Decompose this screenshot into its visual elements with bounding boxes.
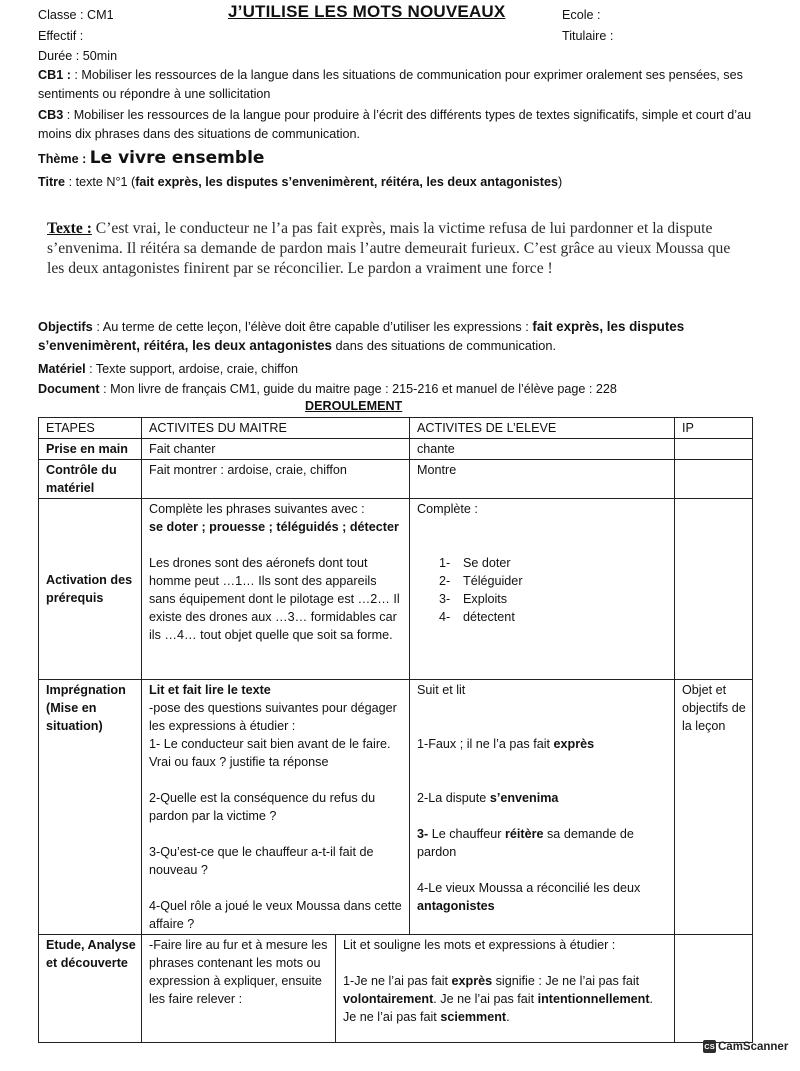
etape-etude: Etude, Analyse et découverte — [39, 935, 142, 1043]
header-maitre: ACTIVITES DU MAITRE — [142, 418, 410, 439]
camscanner-watermark — [703, 1040, 788, 1053]
materiel-line: Matériel : Texte support, ardoise, craie, chiffon — [38, 362, 298, 376]
list-item: 1- Se doter — [439, 556, 511, 570]
maitre-controle: Fait montrer : ardoise, craie, chiffon — [142, 460, 410, 499]
eleve-prise: chante — [410, 439, 675, 460]
eleve-controle: Montre — [410, 460, 675, 499]
header-eleve: ACTIVITES DE L’ELEVE — [410, 418, 675, 439]
cb3-paragraph: CB3 : Mobiliser les ressources de la langue pour produire à l’écrit des différents types de textes significatifs, simple et court d’au moins dix phrases dans des situations de communication. — [38, 108, 752, 141]
maitre-impregnation: Lit et fait lire le texte -pose des questions suivantes pour dégager les expressions à étudier : 1- Le conducteur sait bien avant de le faire. Vrai ou faux ? justifie ta réponse 2-Quelle est la conséquence du refus du pardon par la victime ? 3-Qu’est-ce que le chauffeur a-t-il fait de nouveau ? 4-Quel rôle a joué le veux Moussa dans cette affaire ? — [142, 680, 410, 935]
deroulement-heading: DEROULEMENT — [305, 399, 403, 413]
ip-prise — [675, 439, 753, 460]
list-item: 3- Exploits — [439, 592, 508, 606]
header-etapes: ETAPES — [39, 418, 142, 439]
etape-impregnation: Imprégnation (Mise en situation) — [39, 680, 142, 935]
objectifs-paragraph: Objectifs : Au terme de cette leçon, l’élève doit être capable d’utiliser les expressions : fait exprès, les disputes s’envenimèrent, réitéra, les deux antagonistes dans des situations de communication. — [38, 319, 685, 353]
maitre-etude: -Faire lire au fur et à mesure les phrases contenant les mots ou expression à expliquer, ensuite les faire relever : — [142, 935, 336, 1043]
eleve-impregnation: Suit et lit 1-Faux ; il ne l’a pas fait exprès 2-La dispute s’envenima 3- Le chauffeur réitère sa demande de pardon 4-Le vieux Moussa a réconcilié les deux antagonistes — [410, 680, 675, 935]
maitre-prise: Fait chanter — [142, 439, 410, 460]
table-row — [39, 499, 753, 680]
titulaire-label: Titulaire : — [562, 29, 614, 43]
page-title: J’UTILISE LES MOTS NOUVEAUX — [228, 2, 506, 21]
list-item: 4- détectent — [439, 610, 515, 624]
texte-support: Texte : C’est vrai, le conducteur ne l’a pas fait exprès, mais la victime refusa de lui pardonner et la dispute s’envenima. Il réitéra sa demande de pardon mais l’autre demeurait furieux. C’est grâce au vieux Moussa que les deux antagonistes finirent par se réconcilier. Le pardon a vraiment une force ! — [47, 220, 731, 277]
table-row — [39, 680, 753, 935]
ecole-label: Ecole : — [562, 8, 601, 22]
table-row — [39, 460, 753, 499]
effectif-label: Effectif : — [38, 29, 84, 43]
etape-activation: Activation des prérequis — [39, 499, 142, 680]
ip-etude — [675, 935, 753, 1043]
header-ip: IP — [675, 418, 753, 439]
duree-label: Durée : 50min — [38, 49, 118, 63]
theme-line: Thème : Le vivre ensemble — [38, 148, 265, 168]
etape-prise: Prise en main — [39, 439, 142, 460]
titre-line: Titre : texte N°1 (fait exprès, les disputes s’envenimèrent, réitéra, les deux antagonistes) — [38, 175, 563, 189]
classe-label: Classe : CM1 — [38, 8, 114, 22]
eleve-activation: Complète : 1- Se doter 2- Téléguider 3- Exploits 4- détectent — [410, 499, 675, 680]
table-row — [39, 935, 753, 1043]
maitre-activation: Complète les phrases suivantes avec : se doter ; prouesse ; téléguidés ; détecter Les drones sont des aéronefs dont tout homme peut …1… Ils sont des appareils sans équipement dont le pilotage est …2… Il existe des drones aux …3… formidables car ils …4… tout objet quelle que soit sa forme. — [142, 499, 410, 680]
etape-controle: Contrôle du matériel — [39, 460, 142, 499]
deroulement-table — [38, 417, 753, 1043]
camscanner-label: CamScanner — [718, 1040, 789, 1053]
ip-activation — [675, 499, 753, 680]
table-row — [39, 439, 753, 460]
cb1-paragraph: CB1 : : Mobiliser les ressources de la langue dans les situations de communication pour exprimer oralement ses pensées, ses sentiments ou répondre à une sollicitation — [38, 68, 743, 101]
table-header-row — [39, 418, 753, 439]
ip-controle — [675, 460, 753, 499]
eleve-etude: Lit et souligne les mots et expressions à étudier : 1-Je ne l’ai pas fait exprès signifie : Je ne l’ai pas fait volontairement. Je ne l’ai pas fait intentionnellement. Je ne l’ai pas fait sciemment. — [336, 935, 675, 1043]
document-line: Document : Mon livre de français CM1, guide du maitre page : 215-216 et manuel de l’élève page : 228 — [38, 382, 617, 396]
ip-impregnation: Objet et objectifs de la leçon — [675, 680, 753, 935]
camscanner-icon: CS — [704, 1042, 715, 1051]
list-item: 2- Téléguider — [439, 574, 523, 588]
